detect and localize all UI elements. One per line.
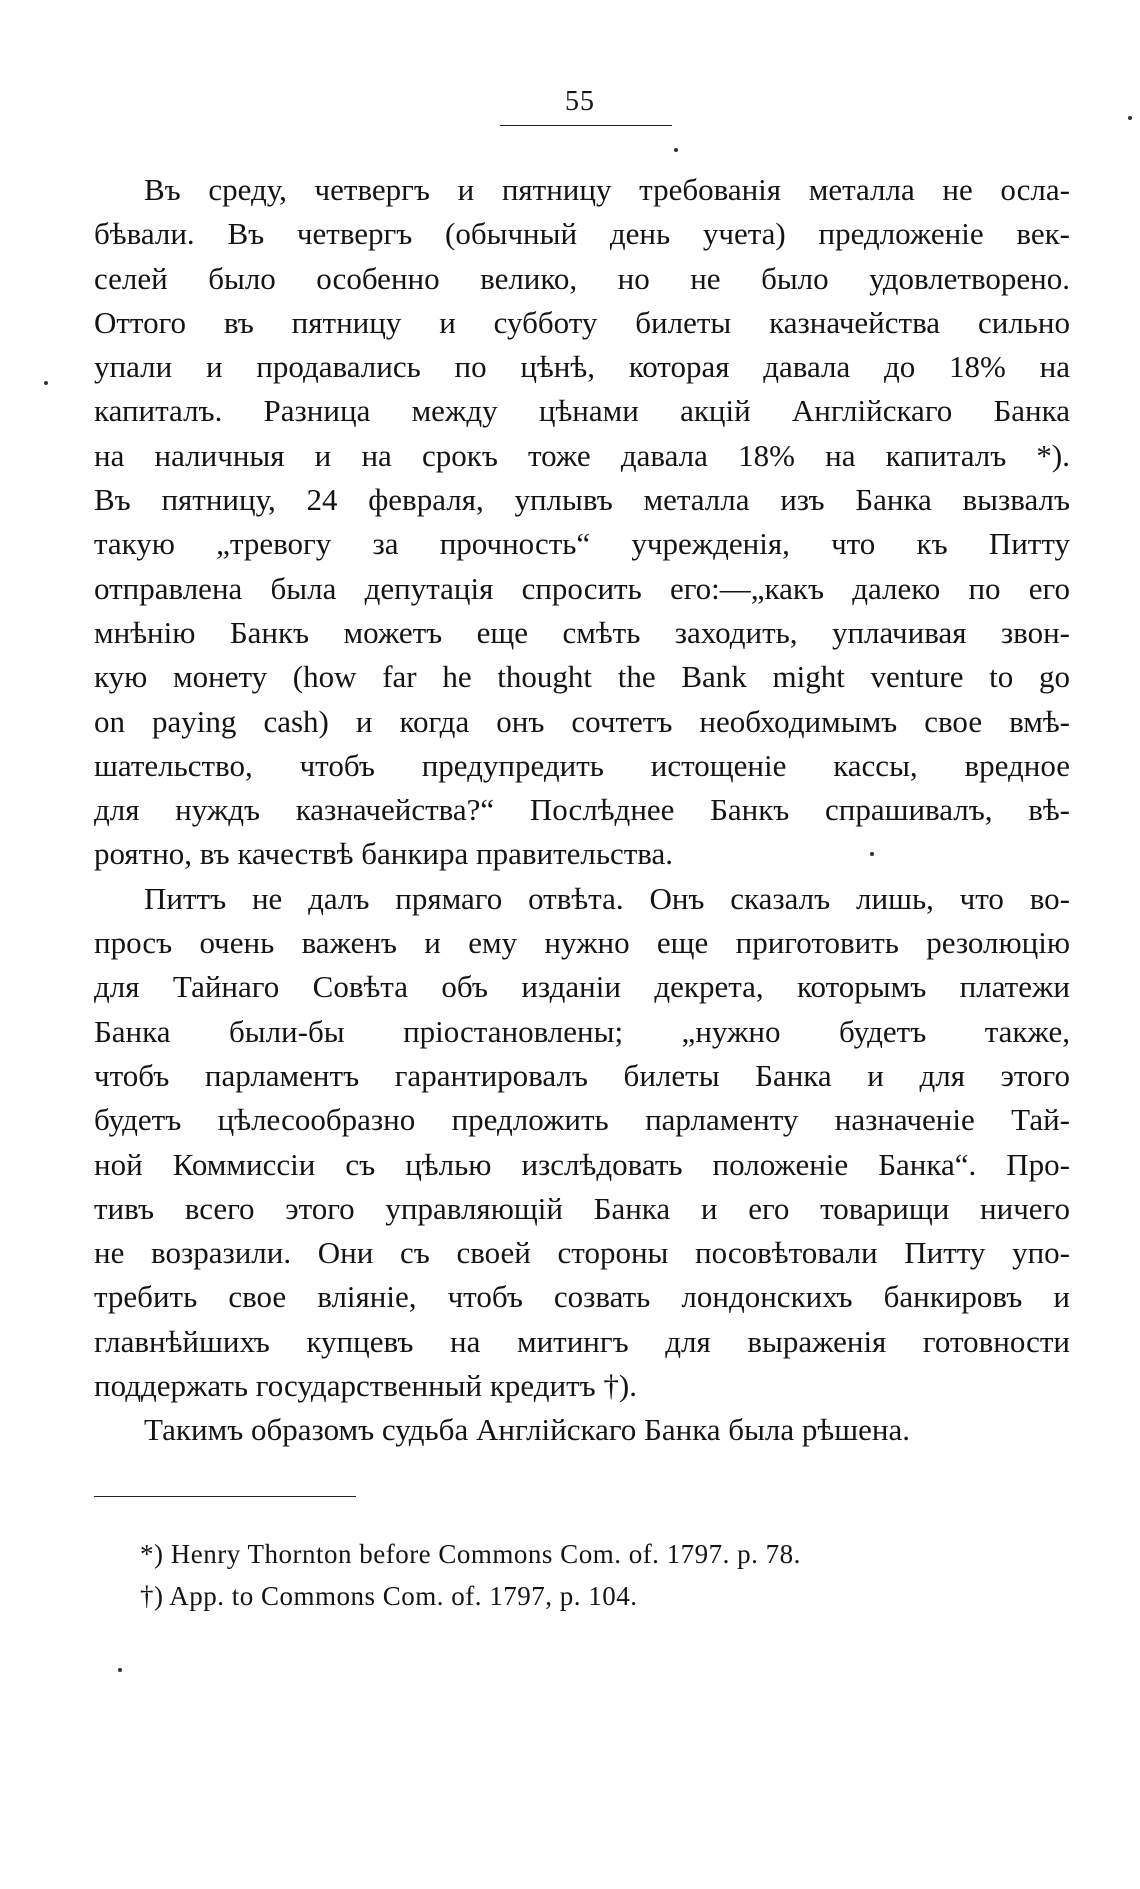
page-number-rule <box>500 125 672 126</box>
text-line: требить свое вліяніе, чтобъ созвать лондонскихъ банкировъ и <box>94 1279 1070 1315</box>
text-line: будетъ цѣлесообразно предложить парламенту назначеніе Тай- <box>94 1102 1070 1138</box>
print-speck <box>870 852 874 856</box>
text-line: просъ очень важенъ и ему нужно еще приготовить резолюцію <box>94 925 1070 961</box>
print-speck <box>1128 116 1132 120</box>
text-line: Банка были-бы пріостановлены; „нужно будетъ также, <box>94 1013 1070 1049</box>
text-line: упали и продавались по цѣнѣ, которая давала до 18% на <box>94 349 1070 385</box>
body-text <box>94 168 1070 1453</box>
print-speck <box>674 148 678 152</box>
text-line: бѣвали. Въ четвергъ (обычный день учета) предложеніе век- <box>94 216 1070 252</box>
footnote-rule <box>94 1496 356 1497</box>
text-line: on paying cash) и когда онъ сочтетъ необходимымъ свое вмѣ- <box>94 703 1070 739</box>
footnote-1: *) Henry Thornton before Commons Com. of. 1797. p. 78. <box>140 1539 801 1569</box>
text-line: для нуждъ казначейства?“ Послѣднее Банкъ спрашивалъ, вѣ- <box>94 792 1070 828</box>
page-number: 55 <box>565 86 595 117</box>
text-line: Въ среду, четвергъ и пятницу требованія металла не осла- <box>144 172 1070 207</box>
text-line: отправлена была депутація спросить его:—„какъ далеко по его <box>94 570 1070 606</box>
footnote-2: †) App. to Commons Com. of. 1797, p. 104. <box>140 1581 638 1611</box>
paragraph-2 <box>94 877 1070 1409</box>
text-line: роятно, въ качествѣ банкира правительства. <box>94 836 674 872</box>
text-line: Такимъ образомъ судьба Англійскаго Банка была рѣшена. <box>144 1412 910 1448</box>
text-line: Въ пятницу, 24 февраля, уплывъ металла изъ Банка вызвалъ <box>94 482 1070 518</box>
text-line: не возразили. Они съ своей стороны посовѣтовали Питту упо- <box>94 1235 1070 1271</box>
paragraph-1 <box>94 168 1070 877</box>
text-line: такую „тревогу за прочность“ учрежденія, что къ Питту <box>94 526 1070 562</box>
text-line: капиталъ. Разница между цѣнами акцій Англійскаго Банка <box>94 393 1070 429</box>
print-speck <box>44 381 48 385</box>
text-line: главнѣйшихъ купцевъ на митингъ для выраженія готовности <box>94 1323 1070 1359</box>
text-line: Питтъ не далъ прямаго отвѣта. Онъ сказалъ лишь, что во- <box>144 880 1070 916</box>
footnotes <box>140 1533 801 1617</box>
text-line: Оттого въ пятницу и субботу билеты казначейства сильно <box>94 304 1070 340</box>
text-line: мнѣнію Банкъ можетъ еще смѣть заходить, уплачивая звон- <box>94 614 1070 650</box>
text-line: шательство, чтобъ предупредить истощеніе кассы, вредное <box>94 747 1070 783</box>
text-line: кую монету (how far he thought the Bank might venture to go <box>94 659 1070 695</box>
text-line: селей было особенно велико, но не было удовлетворено. <box>94 260 1070 296</box>
paragraph-3 <box>94 1408 1070 1452</box>
text-line: поддержать государственный кредитъ †). <box>94 1368 637 1404</box>
text-line: тивъ всего этого управляющій Банка и его товарищи ничего <box>94 1190 1070 1226</box>
text-line: на наличныя и на срокъ тоже давала 18% на капиталъ *). <box>94 437 1070 473</box>
print-speck <box>118 1668 122 1672</box>
text-line: ной Коммиссіи съ цѣлью изслѣдовать положеніе Банка“. Про- <box>94 1146 1070 1182</box>
text-line: чтобъ парламентъ гарантировалъ билеты Банка и для этого <box>94 1057 1070 1093</box>
text-line: для Тайнаго Совѣта объ изданіи декрета, которымъ платежи <box>94 969 1070 1005</box>
